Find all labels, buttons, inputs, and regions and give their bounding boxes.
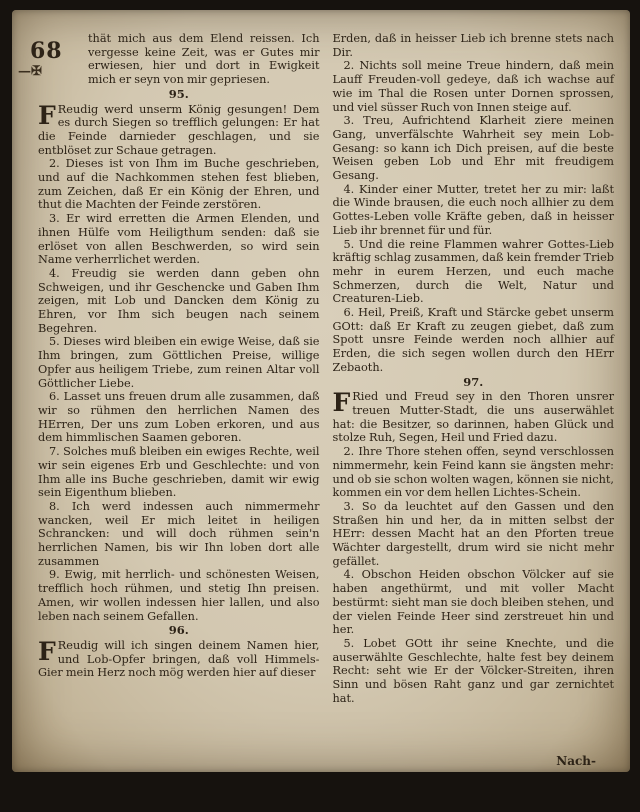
hymn-number: 95. xyxy=(168,86,189,101)
verse-paragraph: 9. Ewig, mit herrlich- und schönesten Weisen, trefflich hoch rühmen, und stetig Ihn preisen. Amen, wir wollen indessen hier lallen, und also leben nach seinem Gefallen. xyxy=(38,568,320,623)
verse-paragraph: Erden, daß in heisser Lieb ich brenne stets nach Dir. xyxy=(332,32,614,59)
hymn-number: 96. xyxy=(168,623,189,638)
verse-paragraph: 5. Und die reine Flammen wahrer Gottes-Lieb kräftig schlag zusammen, daß kein fremder Trieb mehr in eurem Herzen, und euch mache Schmerzen, durch die Welt, Natur und Creaturen-Lieb. xyxy=(332,237,615,306)
verse-paragraph: thät mich aus dem Elend reissen. Ich vergesse keine Zeit, was er Gutes mir erwiesen, hier und dort in Ewigkeit mich er seyn von mir gepriesen. xyxy=(88,32,320,87)
hymn-first-verse: F Reudig will ich singen deinem Namen hier, und Lob-Opfer bringen, daß voll Himmels-Gier mein Herz noch mög werden hier auf dieser xyxy=(38,636,320,680)
verse-paragraph: 3. Treu, Aufrichtend Klarheit ziere meinen Gang, unverfälschte Wahrheit sey mein Lob-Gesang: so kann ich Dich preisen, auf die beste Weisen geben Lob und Ehr mit freudigem Gesang. xyxy=(332,114,614,183)
verse-paragraph: 2. Ihre Thore stehen offen, seynd verschlossen nimmermehr, kein Feind kann sie ängsten mehr: und ob sie schon wolten wagen, können sie nicht, kommen ein vor dem hellen Lichtes-Schein. xyxy=(332,445,614,500)
catchword: Nach- xyxy=(556,754,596,768)
verse-paragraph: 2. Nichts soll meine Treue hindern, daß mein Lauff Freuden-voll gedeye, daß ich wachse auf wie im Thal die Rosen unter Dornen sprossen, und viel süsser Ruch von Innen steige auf. xyxy=(332,59,614,114)
hymn-first-verse: F Reudig werd unserm König gesungen! Dem es durch Siegen so trefflich gelungen: Er hat die Feinde darnieder geschlagen, und sie entblöset zur Schaue getragen. xyxy=(38,100,320,157)
verse-paragraph: 4. Freudig sie werden dann geben ohn Schweigen, und ihr Geschencke und Gaben Ihm zeigen, mit Lob und Dancken dem König zu Ehren, vor Ihm sich beugen nach seinem Begehren. xyxy=(38,266,320,335)
verse-paragraph: 2. Dieses ist von Ihm im Buche geschrieben, und auf die Nachkommen stehen fest blieben, zum Zeichen, daß Er ein König der Ehren, und thut die Machten der Feinde zerstören. xyxy=(38,157,320,212)
verse-paragraph: 3. So da leuchtet auf den Gassen und den Straßen hin und her, da in mitten selbst der HErr: dessen Macht hat an den Pforten treue Wächter dargestellt, drum wird sie nicht mehr gefället. xyxy=(332,499,614,568)
page-number: 68 xyxy=(30,38,63,64)
dropcap-initial: F xyxy=(332,388,351,418)
verse-paragraph: 3. Er wird erretten die Armen Elenden, und ihnen Hülfe vom Heiligthum senden: daß sie erlöset von allen Beschwerden, so wird sein Name verherrlichet werden. xyxy=(38,212,320,267)
verse-paragraph: 4. Obschon Heiden obschon Völcker auf sie haben angethürmt, und mit voller Macht bestürmt: sieht man sie doch bleiben stehen, und der vielen Feinde Heer sind zerstreuet hin und her. xyxy=(332,568,614,637)
verse-paragraph: 6. Heil, Preiß, Kraft und Stärcke gebet unserm GOtt: daß Er Kraft zu zeugen giebet, daß zum Spott unsre Feinde werden noch allhier auf Erden, die sich segen wollen durch den HErr Zebaoth. xyxy=(332,306,614,374)
margin-ornament: —✠ xyxy=(18,64,42,79)
verse-paragraph: 5. Lobet GOtt ihr seine Knechte, und die auserwählte Geschlechte, halte fest bey deinem Recht: seht wie Er der Völcker-Streiten, ihren Sinn und bösen Raht ganz und gar zernichtet hat. xyxy=(332,636,614,705)
column-left xyxy=(38,32,320,754)
scanned-book-page xyxy=(12,10,630,772)
text-columns xyxy=(38,32,614,754)
verse-paragraph: 4. Kinder einer Mutter, tretet her zu mir: laßt die Winde brausen, die euch noch allhier zu dem Gottes-Leben volle Kräfte geben, daß in heisser Lieb ihr brennet für und für. xyxy=(332,182,614,237)
verse-paragraph: 6. Lasset uns freuen drum alle zusammen, daß wir so rühmen den herrlichen Namen des HErren, Der uns zum Loben erkoren, und aus dem himmlischen Saamen geboren. xyxy=(38,390,320,445)
verse-paragraph: 7. Solches muß bleiben ein ewiges Rechte, weil wir sein eigenes Erb und Geschlechte: und von Ihm alle ins Buche geschrieben, damit wir ewig sein Eigenthum blieben. xyxy=(38,445,320,500)
dropcap-initial: F xyxy=(38,100,56,130)
verse-paragraph: 8. Ich werd indessen auch nimmermehr wancken, weil Er mich leitet in heiligen Schrancken: und will doch rühmen sein'n herrlichen Namen, bis wir Ihn loben dort alle zusammen xyxy=(38,499,320,568)
dropcap-initial: F xyxy=(38,636,56,666)
column-right xyxy=(333,32,615,754)
hymn-number: 97. xyxy=(463,374,484,389)
verse-paragraph: 5. Dieses wird bleiben ein ewige Weise, daß sie Ihm bringen, zum Göttlichen Preise, willige Opfer aus heiligem Triebe, zum reinen Altar voll Göttlicher Liebe. xyxy=(38,335,320,390)
hymn-first-verse: F Ried und Freud sey in den Thoren unsrer treuen Mutter-Stadt, die uns auserwählet hat: die Besitzer, so darinnen, haben Glück und stolze Ruh, Segen, Heil und Fried dazu. xyxy=(332,388,614,445)
